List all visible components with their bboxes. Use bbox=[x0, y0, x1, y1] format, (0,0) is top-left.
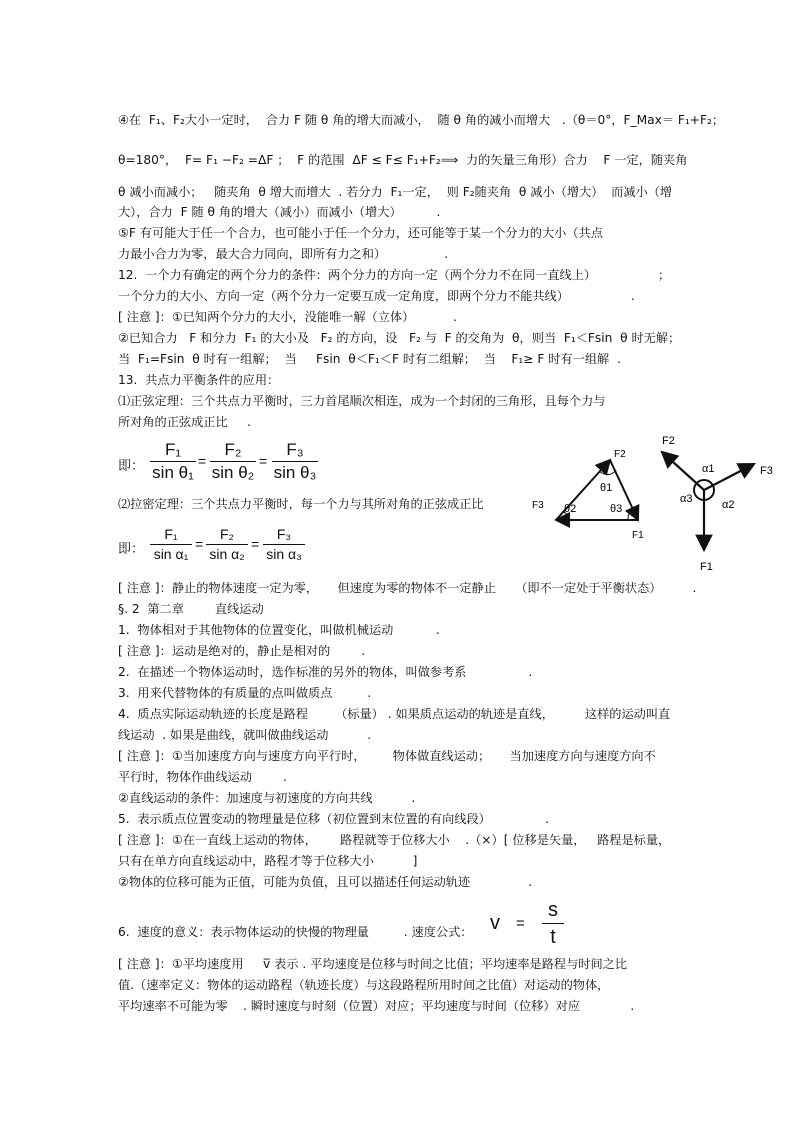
text-line: 13. 共点力平衡条件的应用： bbox=[118, 373, 280, 387]
velocity-fraction: s t bbox=[542, 898, 564, 949]
text-line: [ 注意 ]：①当加速度方向与速度方向平行时， 物体做直线运动； 当加速度方向与速度方向不 bbox=[118, 749, 656, 763]
text-line: 6. 速度的意义：表示物体运动的快慢的物理量 . 速度公式： bbox=[118, 925, 473, 939]
text-line: 线运动 . 如果是曲线，就叫做曲线运动 . bbox=[118, 728, 372, 742]
text-line: 大），合力 F 随 θ 角的增大（减小）而减小（增大） . bbox=[118, 205, 441, 219]
text-line: θ 减小而减小； 随夹角 θ 增大而增大 . 若分力 F₁一定， 则 F₂随夹角 θ 减小（增大） 而减小（增 bbox=[118, 185, 673, 199]
label-f3: F3 bbox=[532, 500, 544, 511]
label-f2: F2 bbox=[614, 449, 626, 460]
text-line: 1. 物体相对于其他物体的位置变化，叫做机械运动 . bbox=[118, 623, 440, 637]
label-theta1: θ1 bbox=[600, 482, 613, 494]
formula-label: 即： bbox=[118, 458, 145, 473]
text-line: ⑵拉密定理：三个共点力平衡时，每一个力与其所对角的正弦成正比 bbox=[118, 497, 484, 511]
fraction: F₁ sin θ₁ bbox=[150, 440, 196, 483]
section-heading: §. 2 第二章 直线运动 bbox=[118, 602, 264, 616]
text-line: ⑴正弦定理：三个共点力平衡时，三力首尾顺次相连，成为一个封闭的三角形，且每个力与 bbox=[118, 394, 606, 408]
text-line: 5. 表示质点位置变动的物理量是位移（初位置到末位置的有向线段） . bbox=[118, 812, 549, 826]
text-line: θ=180°， F= F₁ −F₂ =ΔF ； F 的范围 ΔF ≤ F≤ F₁+F₂⟹ 力的矢量三角形）合力 F 一定，随夹角 bbox=[118, 153, 688, 167]
equals-sign: = bbox=[195, 536, 204, 552]
text-line: 4. 质点实际运动轨迹的长度是路程 （标量） . 如果质点运动的轨迹是直线， 这样的运动叫直 bbox=[118, 707, 671, 721]
text-line: 只有在单方向直线运动中，路程才等于位移大小 ] bbox=[118, 854, 418, 868]
text-line: ④在 F₁、F₂大小一定时， 合力 F 随 θ 角的增大而减小， 随 θ 角的减小而增大 .（θ＝0°，F_Max＝ F₁+F₂； bbox=[118, 113, 725, 127]
equals-sign: = bbox=[259, 453, 268, 469]
text-line: ②已知合力 F 和分力 F₁ 的大小及 F₂ 的方向，设 F₂ 与 F 的交角为 θ，则当 F₁＜Fsin θ 时无解； bbox=[118, 331, 681, 345]
text-line: [ 注意 ]：①已知两个分力的大小，没能唯一解（立体） . bbox=[118, 310, 457, 324]
force-triangle-diagram bbox=[528, 448, 668, 548]
text-line: 3. 用来代替物体的有质量的点叫做质点 . bbox=[118, 686, 372, 700]
fraction: F₃ sin α₃ bbox=[263, 526, 305, 563]
lami-force-diagram bbox=[654, 428, 784, 578]
text-line: 12. 一个力有确定的两个分力的条件：两个分力的方向一定（两个分力不在同一直线上） ； bbox=[118, 268, 671, 282]
text-line: [ 注意 ]：①在一直线上运动的物体， 路程就等于位移大小 .（×）[ 位移是矢量， 路程是标量， bbox=[118, 833, 671, 847]
text-line: [ 注意 ]：运动是绝对的，静止是相对的 . bbox=[118, 644, 366, 658]
text-line: 值.（速率定义：物体的运动路程（轨迹长度）与这段路程所用时间之比值）对运动的物体， bbox=[118, 978, 610, 992]
text-line: ⑤F 有可能大于任一个合力，也可能小于任一个分力，还可能等于某一个分力的大小（共点 bbox=[118, 226, 603, 240]
text-line: 一个分力的大小、方向一定（两个分力一定要互成一定角度，即两个分力不能共线） . bbox=[118, 289, 635, 303]
equals-sign: = bbox=[251, 536, 260, 552]
text-line: [ 注意 ]：静止的物体速度一定为零， 但速度为零的物体不一定静止 （即不一定处于平衡状态） . bbox=[118, 581, 697, 595]
fraction: F₂ sin θ₂ bbox=[211, 440, 255, 482]
fraction: F₁ sin α₁ bbox=[150, 526, 192, 563]
text-line: ②直线运动的条件：加速度与初速度的方向共线 . bbox=[118, 791, 416, 805]
label-alpha1: α1 bbox=[702, 463, 715, 475]
equals-sign: = bbox=[516, 915, 525, 932]
label-theta2: θ2 bbox=[564, 503, 577, 515]
label-f2: F2 bbox=[662, 435, 675, 447]
fraction: F₂ sin α₂ bbox=[206, 526, 248, 563]
text-line: 平行时，物体作曲线运动 . bbox=[118, 770, 287, 784]
label-f3: F3 bbox=[760, 465, 773, 477]
label-theta3: θ3 bbox=[610, 503, 623, 515]
label-f1: F1 bbox=[700, 561, 713, 573]
text-line: 2. 在描述一个物体运动时，选作标准的另外的物体，叫做参考系 . bbox=[118, 665, 533, 679]
label-alpha3: α3 bbox=[680, 493, 693, 505]
text-line: 所对角的正弦成正比 . bbox=[118, 415, 251, 429]
equals-sign: = bbox=[198, 453, 207, 469]
text-line: ②物体的位移可能为正值，可能为负值，且可以描述任何运动轨迹 . bbox=[118, 875, 533, 889]
fraction: F₃ sin θ₃ bbox=[273, 440, 317, 482]
text-line: 平均速率不可能为零 . 瞬时速度与时刻（位置）对应；平均速度与时间（位移）对应 . bbox=[118, 999, 635, 1013]
velocity-symbol: v bbox=[490, 912, 500, 934]
text-line: [ 注意 ]：①平均速度用 v̅ 表示 . 平均速度是位移与时间之比值；平均速率是路程与时间之比 bbox=[118, 957, 628, 971]
label-alpha2: α2 bbox=[722, 499, 735, 511]
formula-label: 即： bbox=[118, 541, 145, 556]
text-line: 力最小合力为零，最大合力同向，即所有力之和） . bbox=[118, 247, 449, 261]
label-f1: F1 bbox=[632, 530, 644, 541]
text-line: 当 F₁=Fsin θ 时有一组解； 当 Fsin θ＜F₁＜F 时有二组解； 当 F₁≥ F 时有一组解 . bbox=[118, 352, 621, 366]
